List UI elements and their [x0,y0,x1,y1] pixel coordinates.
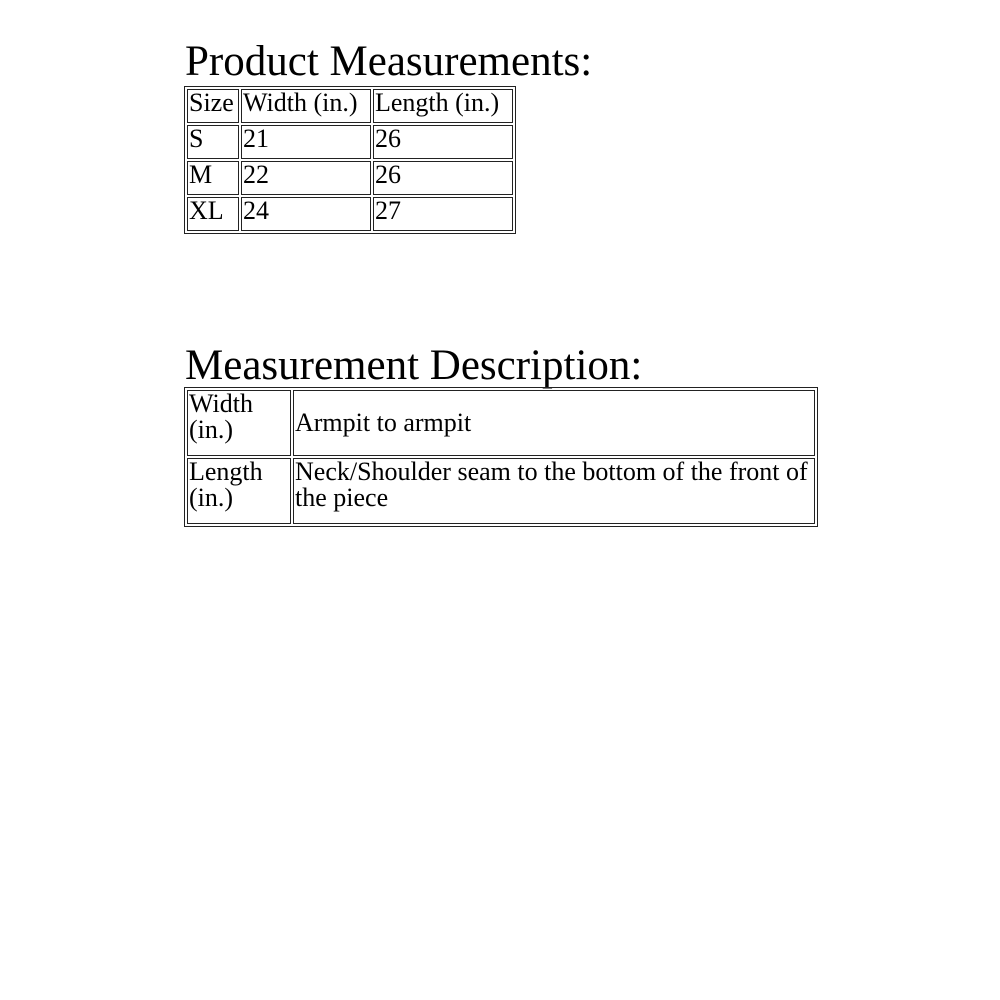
cell-width: 21 [241,125,371,159]
description-table [184,387,818,527]
header-width: Width (in.) [241,89,371,123]
table-header-row [187,89,513,123]
description-text: Armpit to armpit [293,390,815,456]
cell-size: M [187,161,239,195]
table-row [187,125,513,159]
header-size: Size [187,89,239,123]
cell-width: 24 [241,197,371,231]
table-row [187,458,815,524]
header-length: Length (in.) [373,89,513,123]
table-row [187,161,513,195]
measurements-table [184,86,516,234]
description-heading: Measurement Description: [185,342,643,389]
cell-size: S [187,125,239,159]
cell-width: 22 [241,161,371,195]
description-label: Length (in.) [187,458,291,524]
measurements-heading: Product Measurements: [185,38,593,85]
cell-length: 26 [373,125,513,159]
description-text: Neck/Shoulder seam to the bottom of the front of the piece [293,458,815,524]
table-row [187,197,513,231]
table-row [187,390,815,456]
cell-length: 27 [373,197,513,231]
description-label: Width (in.) [187,390,291,456]
cell-length: 26 [373,161,513,195]
cell-size: XL [187,197,239,231]
